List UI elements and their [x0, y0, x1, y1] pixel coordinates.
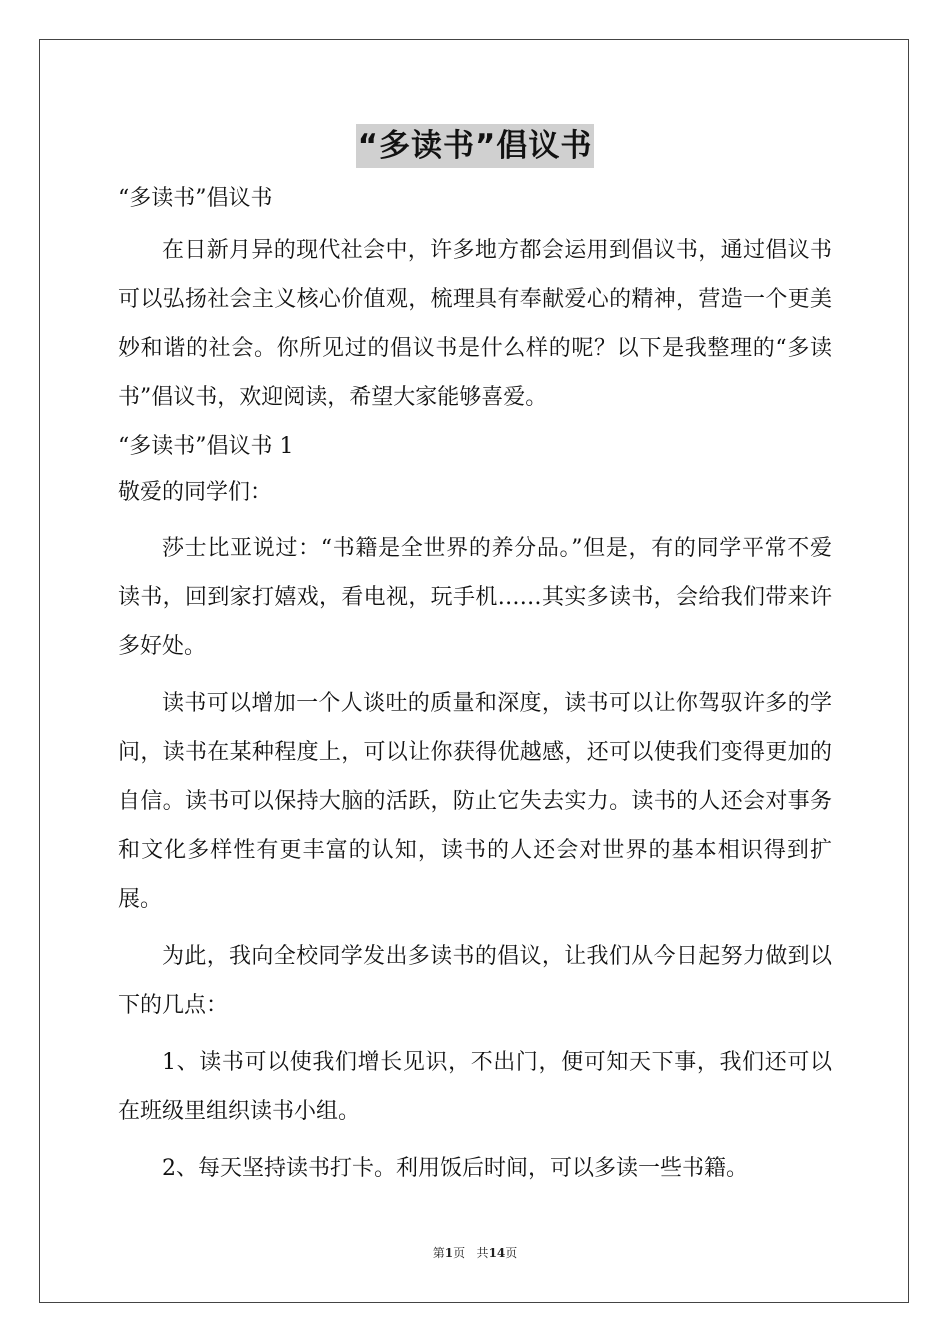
- body-paragraph-1: 莎士比亚说过：“书籍是全世界的养分品。”但是，有的同学平常不爱读书，回到家打嬉戏，看电视，玩手机……其实多读书，会给我们带来许多好处。: [118, 536, 832, 659]
- total-prefix: 共: [476, 1246, 489, 1260]
- body-paragraph-3: 为此，我向全校同学发出多读书的倡议，让我们从今日起努力做到以下的几点：: [118, 944, 832, 1018]
- total-suffix: 页: [505, 1246, 518, 1260]
- page-total: 14: [488, 1246, 506, 1260]
- body-paragraph-5: 2、每天坚持读书打卡。利用饭后时间，可以多读一些书籍。: [162, 1156, 748, 1181]
- intro-paragraph: 在日新月异的现代社会中，许多地方都会运用到倡议书，通过倡议书可以弘扬社会主义核心价值观，梳理具有奉献爱心的精神，营造一个更美妙和谐的社会。你所见过的倡议书是什么样的呢？以下是我整理的“多读书”倡议书，欢迎阅读，希望大家能够喜爱。: [118, 238, 832, 410]
- page-footer: [0, 1245, 950, 1261]
- body-paragraph-4: 1、读书可以使我们增长见识，不出门，便可知天下事，我们还可以在班级里组织读书小组。: [118, 1050, 832, 1124]
- document-title: “多读书”倡议书: [356, 124, 595, 168]
- salutation: 敬爱的同学们：: [118, 480, 273, 505]
- subtitle-line: “多读书”倡议书: [118, 186, 273, 211]
- page-current: 1: [444, 1246, 454, 1260]
- document-body: [118, 180, 832, 1193]
- page-prefix: 第: [432, 1246, 445, 1260]
- section-heading: “多读书”倡议书 1: [118, 434, 294, 459]
- page-suffix: 页: [453, 1246, 466, 1260]
- body-paragraph-2: 读书可以增加一个人谈吐的质量和深度，读书可以让你驾驭许多的学问，读书在某种程度上，可以让你获得优越感，还可以使我们变得更加的自信。读书可以保持大脑的活跃，防止它失去实力。读书的人还会对事务和文化多样性有更丰富的认知，读书的人还会对世界的基本相识得到扩展。: [118, 691, 832, 912]
- title-container: [0, 124, 950, 168]
